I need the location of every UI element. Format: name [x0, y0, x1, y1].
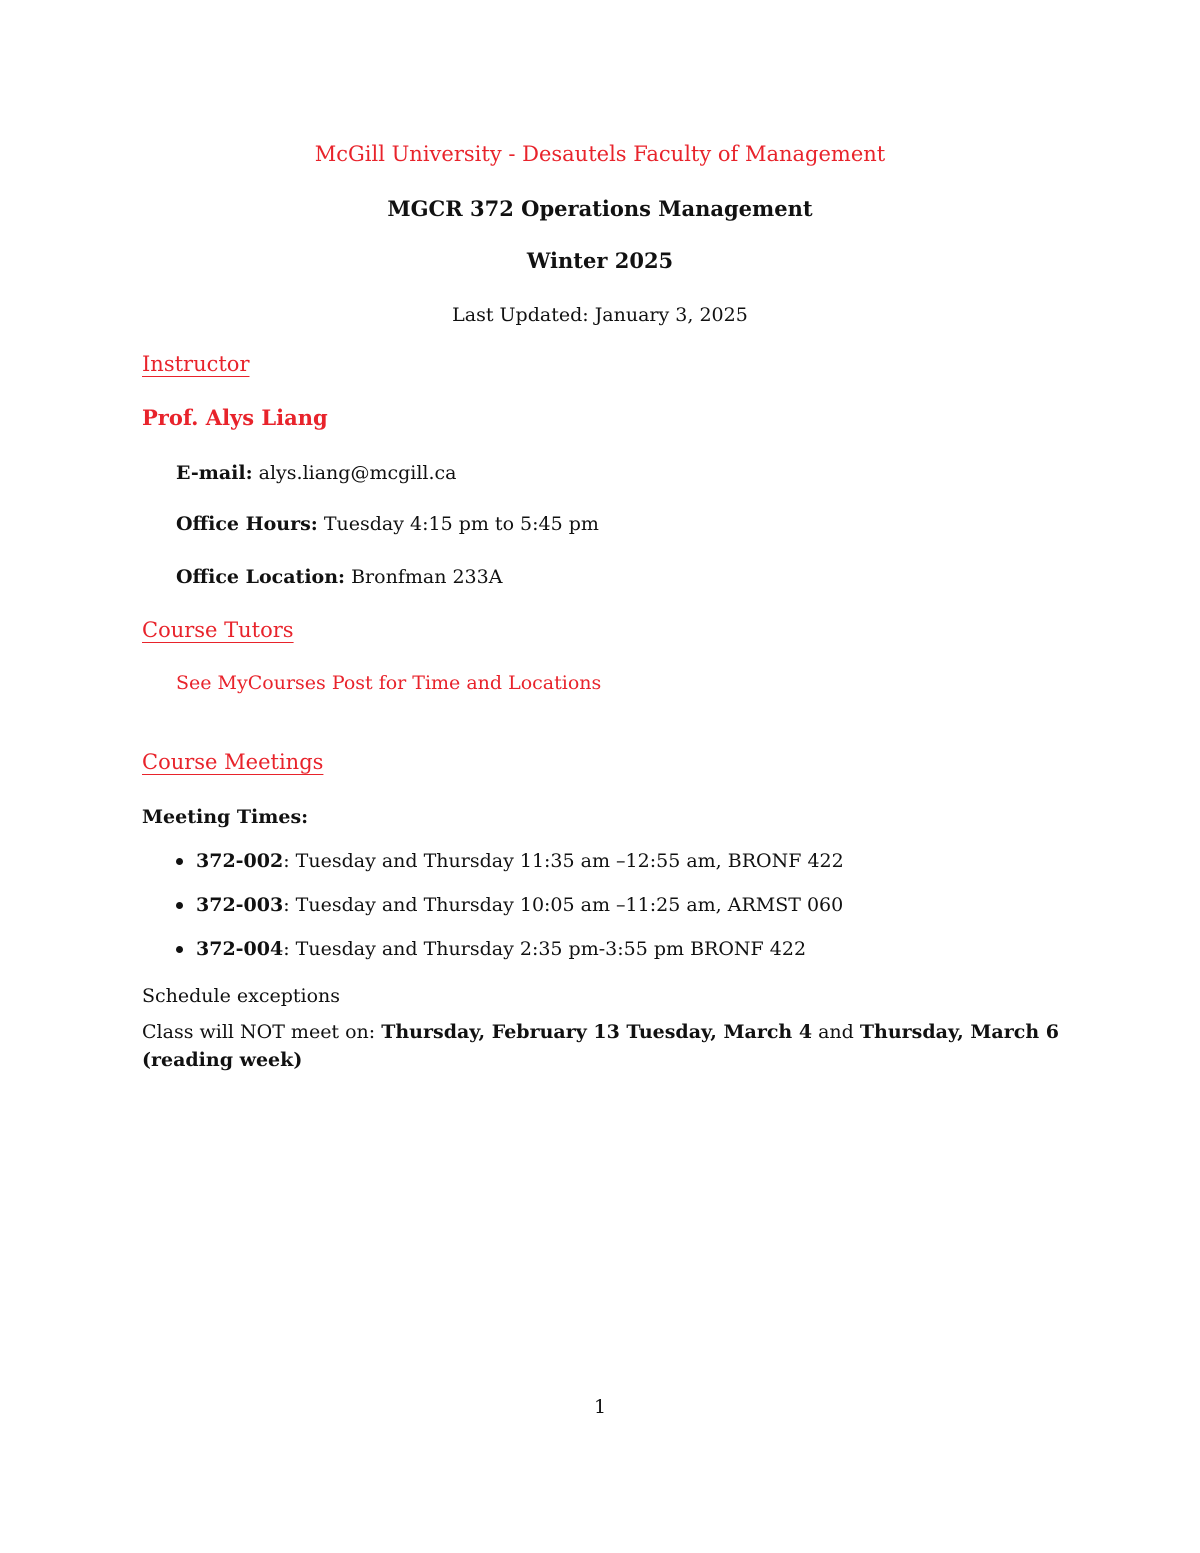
institution-title: McGill University - Desautels Faculty of Management — [314, 142, 886, 166]
section-details: Tuesday and Thursday 2:35 pm-3:55 pm BRONF 422 — [295, 938, 807, 960]
office-location-value: Bronfman 233A — [351, 566, 503, 588]
section-code: 372-003 — [196, 894, 284, 916]
tutors-note: See MyCourses Post for Time and Locations — [176, 672, 602, 694]
meeting-times-label: Meeting Times: — [142, 806, 309, 828]
section-code: 372-002 — [196, 850, 284, 872]
schedule-exceptions-label: Schedule exceptions — [142, 985, 341, 1007]
exception-date-1: Thursday, February 13 Tuesday, March 4 — [381, 1021, 813, 1043]
instructor-heading: Instructor — [142, 352, 250, 376]
page-number: 1 — [593, 1396, 607, 1418]
meetings-heading: Course Meetings — [142, 750, 324, 774]
bullet-icon — [176, 858, 183, 865]
last-updated: Last Updated: January 3, 2025 — [452, 304, 748, 326]
section-code: 372-004 — [196, 938, 284, 960]
tutors-heading: Course Tutors — [142, 618, 294, 642]
office-hours-line — [176, 513, 599, 535]
course-title: MGCR 372 Operations Management — [387, 196, 813, 221]
list-item: 372-004 : Tuesday and Thursday 2:35 pm-3:55 pm BRONF 422 — [176, 938, 806, 960]
bullet-icon — [176, 946, 183, 953]
list-item: 372-003 : Tuesday and Thursday 10:05 am –11:25 am, ARMST 060 — [176, 894, 843, 916]
office-hours-value: Tuesday 4:15 pm to 5:45 pm — [323, 513, 599, 535]
schedule-exceptions-text — [142, 1018, 1072, 1074]
exceptions-prefix: Class will NOT meet on: — [142, 1021, 376, 1043]
exceptions-and: and — [818, 1021, 854, 1043]
list-item: 372-002 : Tuesday and Thursday 11:35 am –12:55 am, BRONF 422 — [176, 850, 844, 872]
instructor-name: Prof. Alys Liang — [142, 405, 328, 430]
section-details: Tuesday and Thursday 11:35 am –12:55 am, BRONF 422 — [295, 850, 844, 872]
section-details: Tuesday and Thursday 10:05 am –11:25 am, ARMST 060 — [295, 894, 844, 916]
term-title: Winter 2025 — [526, 248, 674, 273]
office-location-line — [176, 566, 502, 588]
email-value[interactable]: alys.liang@mcgill.ca — [258, 462, 457, 484]
bullet-icon — [176, 902, 183, 909]
office-location-label: Office Location: — [176, 566, 346, 588]
email-line — [176, 462, 457, 484]
email-label: E-mail: — [176, 462, 253, 484]
exception-date-2: Thursday, March 6 (reading week) — [142, 1021, 1059, 1071]
office-hours-label: Office Hours: — [176, 513, 318, 535]
